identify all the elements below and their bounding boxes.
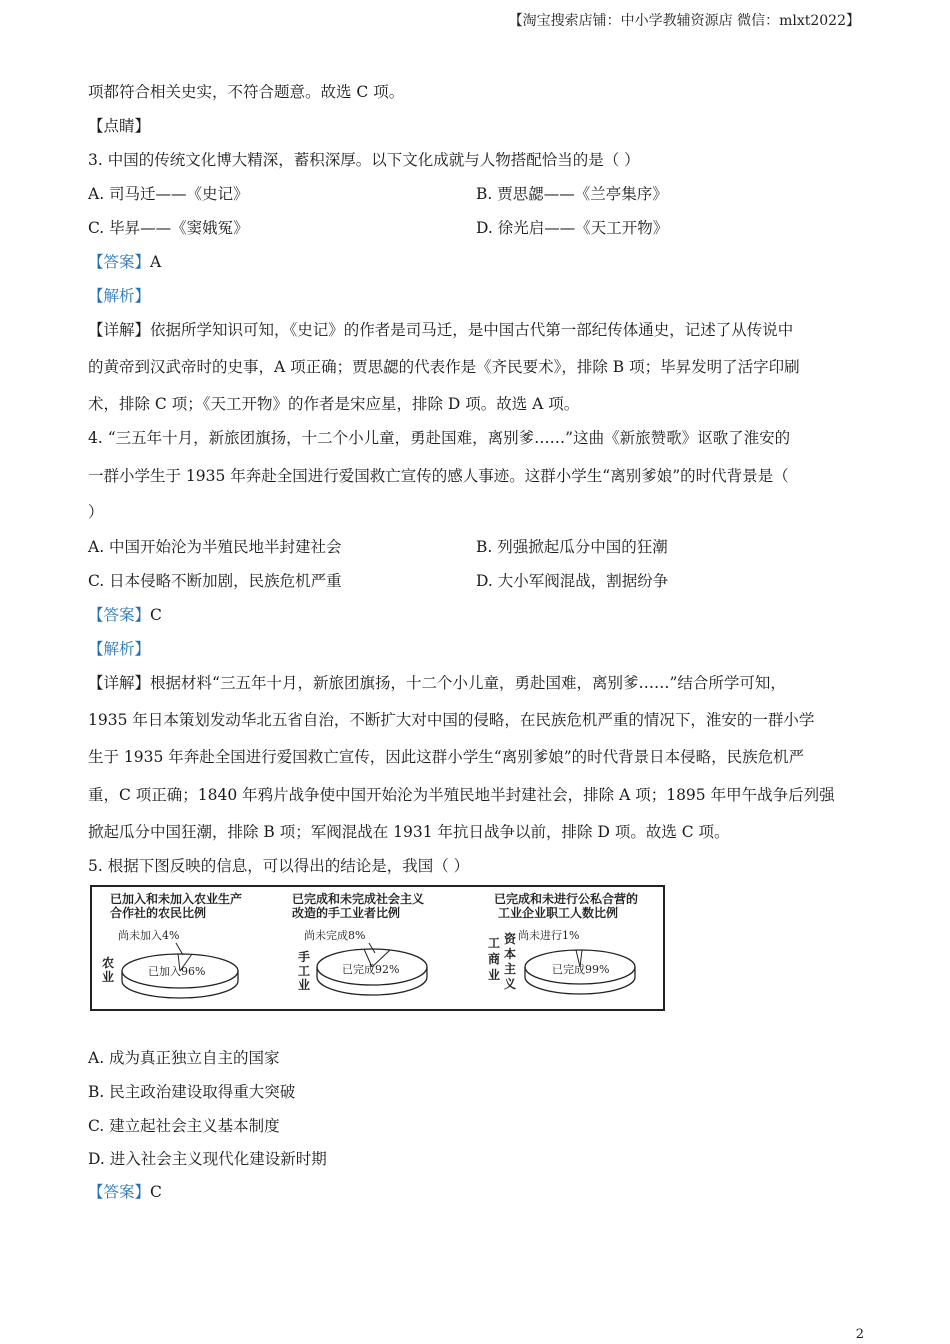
panel-2-big-label: 已完成92%: [342, 963, 400, 976]
note-heading: 【点睛】: [88, 117, 151, 135]
q5-option-d: D. 进入社会主义现代化建设新时期: [88, 1150, 327, 1168]
question-4-line-1: 4. “三五年十月，新旅团旗扬，十二个小儿童，勇赴国难，离别爹……”这曲《新旅赞歌》讴歌了淮安的: [88, 429, 791, 447]
panel-2-side-label: 手: [298, 950, 311, 964]
q4-detail-1: 【详解】根据材料“三五年十月，新旅团旗扬，十二个小儿童，勇赴国难，离别爹……”结合所学可知，: [88, 674, 786, 692]
q4-option-c: C. 日本侵略不断加剧，民族危机严重: [88, 572, 342, 590]
q4-option-a: A. 中国开始沦为半殖民地半封建社会: [88, 538, 342, 556]
panel-3-side-label: 工: [488, 936, 501, 950]
question-4-line-2: 一群小学生于 1935 年奔赴全国进行爱国救亡宣传的感人事迹。这群小学生“离别爹娘”的时代背景是（: [88, 467, 789, 485]
text-line: 项都符合相关史实，不符合题意。故选 C 项。: [88, 83, 405, 101]
q3-detail-3: 术，排除 C 项；《天工开物》的作者是宋应星，排除 D 项。故选 A 项。: [88, 395, 580, 413]
panel-1-side-label: 农: [102, 956, 115, 970]
q5-option-a: A. 成为真正独立自主的国家: [88, 1049, 280, 1067]
q3-option-a: A. 司马迁——《史记》: [88, 185, 249, 203]
panel-2-title-1: 已完成和未完成社会主义: [292, 892, 425, 906]
q3-option-b: B. 贾思勰——《兰亭集序》: [476, 185, 668, 203]
panel-2-pointer: [369, 943, 375, 953]
q4-answer: 【答案】C: [88, 606, 162, 624]
panel-1-small-label: 尚未加入4%: [118, 929, 180, 942]
page-number: 2: [855, 1327, 864, 1342]
panel-1-pointer: [176, 943, 183, 955]
question-3: 3. 中国的传统文化博大精深，蓄积深厚。以下文化成就与人物搭配恰当的是（ ）: [88, 151, 640, 169]
page-header: 【淘宝搜索店铺：中小学教辅资源店 微信：mlxt2022】: [508, 13, 860, 29]
q5-option-b: B. 民主政治建设取得重大突破: [88, 1083, 296, 1101]
panel-3-title-1: 已完成和未进行公私合营的: [494, 892, 639, 906]
q4-option-b: B. 列强掀起瓜分中国的狂潮: [476, 538, 668, 556]
panel-3-small-label: 尚未进行1%: [518, 929, 580, 942]
panel-3-big-label: 已完成99%: [552, 963, 610, 976]
panel-3-side2-label: 主: [504, 962, 517, 976]
q4-detail-3: 生于 1935 年奔赴全国进行爱国救亡宣传，因此这群小学生“离别爹娘”的时代背景日本侵略，民族危机严: [88, 748, 805, 766]
q3-detail-2: 的黄帝到汉武帝时的史事，A 项正确；贾思勰的代表作是《齐民要术》，排除 B 项；毕昇发明了活字印刷: [88, 358, 800, 376]
socialist-transformation-figure: [90, 885, 665, 1011]
panel-1-title-1: 已加入和未加入农业生产: [110, 892, 243, 906]
panel-1-title-2: 合作社的农民比例: [110, 906, 207, 920]
panel-2-side-label: 业: [298, 978, 311, 992]
pie-chart-panels: [92, 887, 663, 1009]
panel-3-side2-label: 本: [504, 947, 517, 961]
panel-2-side-label: 工: [298, 964, 311, 978]
q4-detail-2: 1935 年日本策划发动华北五省自治，不断扩大对中国的侵略，在民族危机严重的情况下，淮安的一群小学: [88, 711, 815, 729]
q4-option-d: D. 大小军阀混战，割据纷争: [476, 572, 669, 590]
q5-option-c: C. 建立起社会主义基本制度: [88, 1117, 280, 1135]
panel-2-small-label: 尚未完成8%: [304, 929, 366, 942]
q3-analysis-heading: 【解析】: [88, 287, 151, 305]
q3-option-c: C. 毕昇——《窦娥冤》: [88, 219, 249, 237]
q4-detail-5: 掀起瓜分中国狂潮，排除 B 项；军阀混战在 1931 年抗日战争以前，排除 D 项。故选 C 项。: [88, 823, 730, 841]
q4-detail-4: 重，C 项正确；1840 年鸦片战争使中国开始沦为半殖民地半封建社会，排除 A 项；1895 年甲午战争后列强: [88, 786, 835, 804]
panel-1-big-label: 已加入96%: [148, 965, 206, 978]
question-5: 5. 根据下图反映的信息，可以得出的结论是，我国（ ）: [88, 857, 470, 875]
panel-2-title-2: 改造的手工业者比例: [292, 906, 401, 920]
q5-answer: 【答案】C: [88, 1183, 162, 1201]
panel-3-title-2: 工业企业职工人数比例: [498, 906, 619, 920]
panel-3-side2-label: 资: [504, 932, 517, 946]
panel-3-side-label: 业: [488, 968, 501, 982]
q3-detail-1: 【详解】依据所学知识可知，《史记》的作者是司马迁，是中国古代第一部纪传体通史，记述了从传说中: [88, 321, 794, 339]
panel-1-side-label: 业: [102, 970, 115, 984]
q3-answer: 【答案】A: [88, 253, 162, 271]
panel-3-side-label: 商: [488, 952, 501, 966]
q3-option-d: D. 徐光启——《天工开物》: [476, 219, 669, 237]
q4-analysis-heading: 【解析】: [88, 640, 151, 658]
panel-3-side2-label: 义: [504, 977, 517, 991]
question-4-line-3: ）: [88, 503, 104, 521]
